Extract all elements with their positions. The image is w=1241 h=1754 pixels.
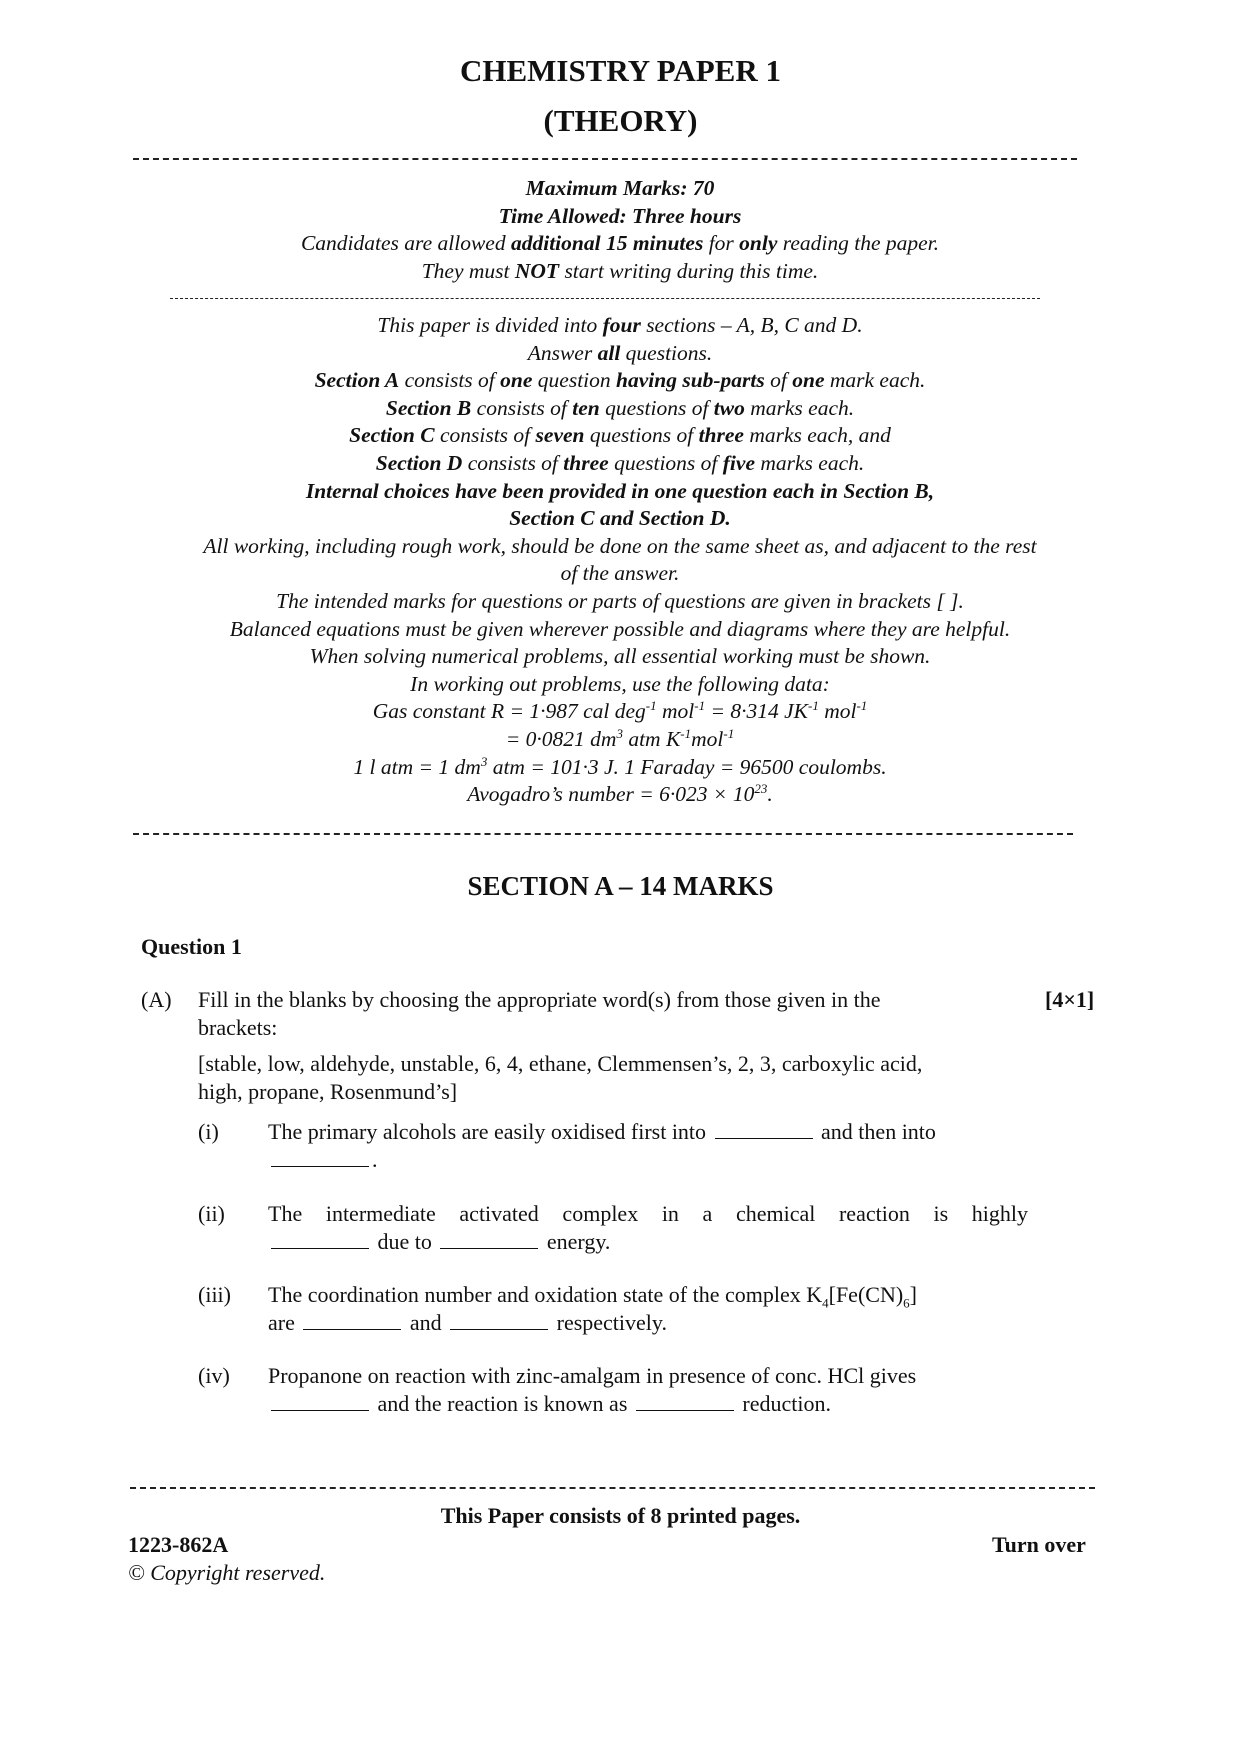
avogadro-line: Avogadro’s number = $6\cdot 023 \times 10^{23}$. [467, 780, 773, 807]
section-a-title: SECTION A – 14 MARKS [467, 871, 774, 901]
no-write-note: They must NOT start writing during this time. [421, 258, 819, 283]
blank[interactable] [440, 1247, 538, 1249]
divider-instructions [133, 833, 1073, 835]
instr-working-1: All working, including rough work, should be done on the same sheet as, and adjacent to the rest [203, 533, 1037, 558]
instr-numerical: When solving numerical problems, all essential working must be shown. [309, 644, 931, 669]
options-list: [stable, low, aldehyde, unstable, 6, 4, ethane, Clemmensen’s, 2, 3, carboxylic acid, high, propane, Rosenmund’s] [198, 1051, 923, 1104]
item-label: (iv) [198, 1363, 230, 1388]
instr-choices-1: Internal choices have been provided in one question each in Section B, [305, 478, 935, 503]
gas-constant-line-2: = 0·0821 $dm^3$ atm $K^{-1}mol^{-1}$ [505, 725, 735, 751]
instr-balanced: Balanced equations must be given wherever possible and diagrams where they are helpful. [229, 616, 1011, 641]
blank[interactable] [450, 1328, 548, 1330]
blank[interactable] [271, 1165, 369, 1167]
turn-over-note: Turn over [992, 1532, 1086, 1557]
question-1-label: Question 1 [141, 934, 242, 959]
instructions-block [120, 312, 1120, 809]
paper-title: CHEMISTRY PAPER 1 [460, 53, 781, 88]
blank[interactable] [303, 1328, 401, 1330]
marks-badge: [4×1] [1045, 987, 1095, 1012]
instr-working-2: of the answer. [560, 561, 680, 586]
paper-code: 1223-862A [128, 1532, 229, 1557]
gas-constant-line: Gas constant R = 1·987 cal deg$^{-1}$ mol$^{-1}$ = 8·314 $JK^{-1}$ mol$^{-1}$ [372, 698, 868, 724]
divider-top [133, 158, 1077, 160]
blank[interactable] [271, 1247, 369, 1249]
instr-data-intro: In working out problems, use the following data: [410, 671, 830, 696]
reading-time-note: Candidates are allowed additional 15 minutes for only reading the paper. [300, 231, 940, 256]
divider-meta [170, 298, 1040, 299]
copyright-note: © Copyright reserved. [128, 1560, 326, 1585]
instr-divided: This paper is divided into four sections – A, B, C and D. [377, 313, 863, 337]
instr-section-a: Section A consists of one question having sub-parts of one mark each. [314, 368, 926, 393]
litre-atm-line: 1 l atm = 1 $dm^3$ atm = 101·3 J. 1 Faraday = 96500 coulombs. [353, 753, 887, 779]
item-label: (ii) [198, 1201, 225, 1226]
blank[interactable] [636, 1409, 734, 1411]
paper-subtitle: (THEORY) [543, 103, 698, 138]
instr-section-c: Section C consists of seven questions of three marks each, and [349, 423, 891, 448]
instr-section-b: Section B consists of ten questions of two marks each. [385, 395, 855, 420]
list-item: The coordination number and oxidation state of the complex $K_4[Fe(CN)_6]$ are and respectively. [268, 1282, 917, 1335]
max-marks: Maximum Marks: 70 [525, 176, 715, 200]
list-item: Propanone on reaction with zinc-amalgam in presence of conc. HCl gives and the reaction is known as reduction. [268, 1363, 917, 1416]
blank[interactable] [271, 1409, 369, 1411]
item-label: (iii) [198, 1282, 231, 1307]
list-item: The intermediate activated complex in a chemical reaction is highly due to energy. [268, 1201, 1028, 1254]
time-allowed: Time Allowed: Three hours [498, 203, 742, 228]
part-a-label: (A) [141, 987, 172, 1012]
instr-choices-2: Section C and Section D. [509, 506, 731, 531]
instr-answer: Answer all questions. [527, 340, 713, 365]
instr-brackets: The intended marks for questions or parts of questions are given in brackets [ ]. [276, 588, 964, 613]
part-a-text: Fill in the blanks by choosing the appropriate word(s) from those given in the brackets: [198, 987, 881, 1040]
list-item: The primary alcohols are easily oxidised first into and then into . [268, 1119, 936, 1172]
meta-block [120, 175, 1120, 285]
instr-section-d: Section D consists of three questions of five marks each. [375, 450, 865, 475]
item-label: (i) [198, 1119, 219, 1144]
divider-footer [130, 1487, 1095, 1489]
page-count-note: This Paper consists of 8 printed pages. [440, 1503, 801, 1528]
blank[interactable] [715, 1137, 813, 1139]
